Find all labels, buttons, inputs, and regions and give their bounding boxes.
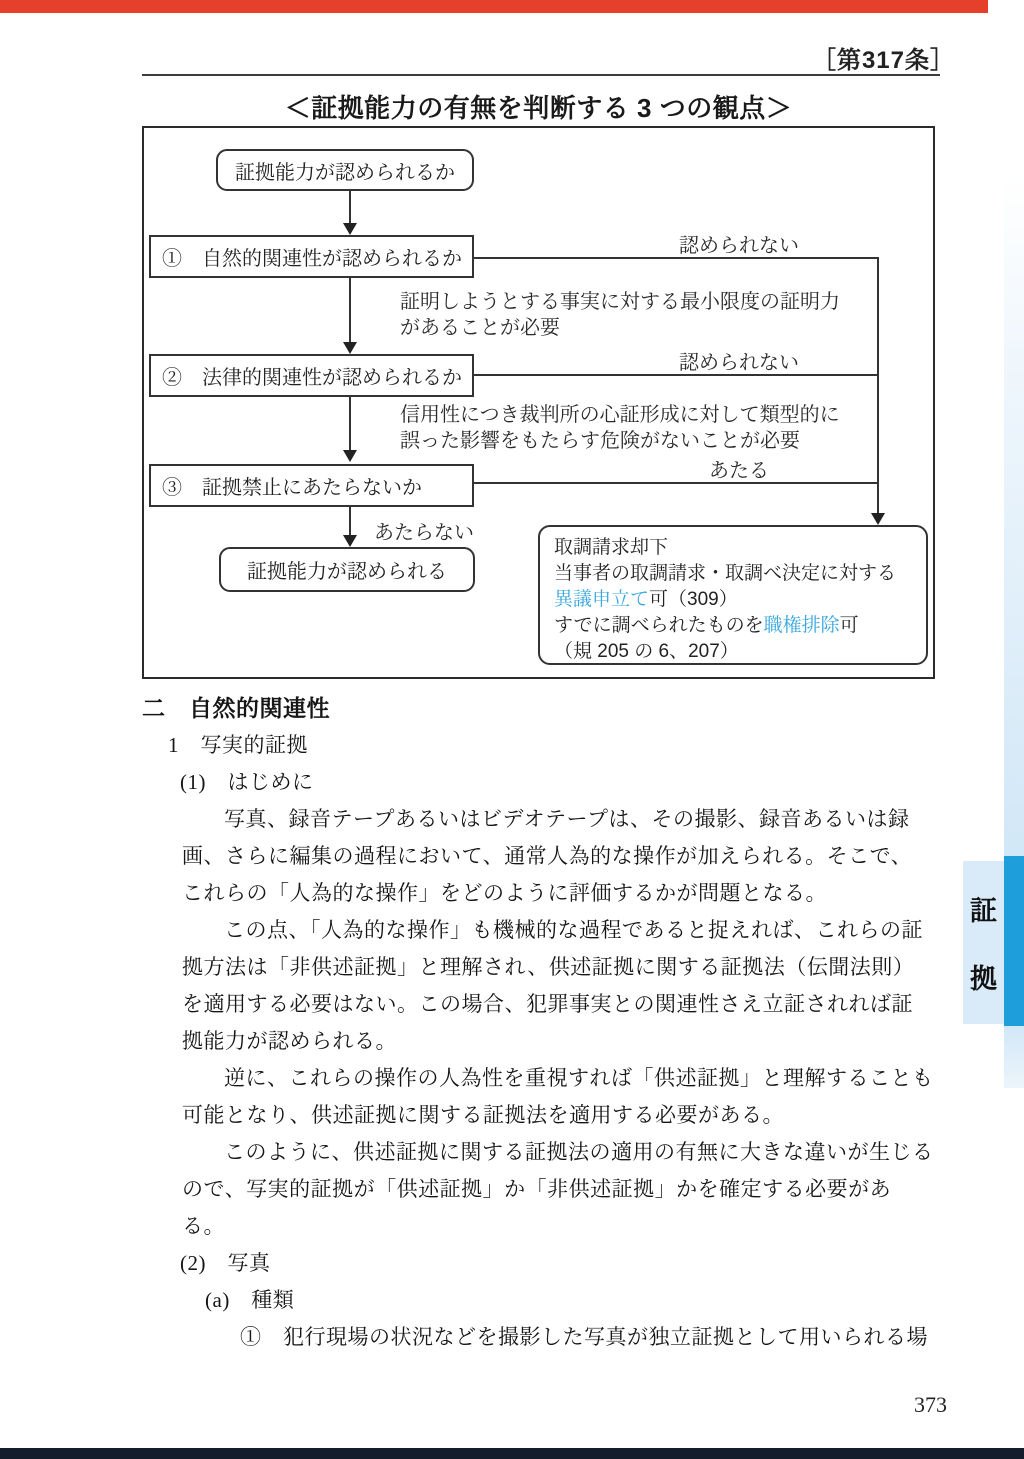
arrow-down-icon [871, 513, 885, 525]
arrow-down-icon [343, 342, 357, 354]
item-heading: (a) 種類 [205, 1288, 295, 1312]
branch-label-1: 認められない [679, 235, 799, 257]
flow-note-1 [400, 289, 840, 341]
flow-step-2-box: ② 法律的関連性が認められるか [149, 354, 474, 397]
chapter-tab [963, 861, 1004, 1024]
branch-label-3: あたる [709, 460, 769, 482]
section-heading: 二 自然的関連性 [142, 696, 330, 721]
result-line-2: 当事者の取調請求・取調べ決定に対する [554, 563, 897, 584]
paragraph-line: 可能となり、供述証拠に関する証拠法を適用する必要がある。 [182, 1103, 784, 1127]
chapter-tab-edge [1004, 856, 1024, 1026]
paragraph-line: 拠能力が認められる。 [182, 1029, 397, 1053]
result-line-4-pre: すでに調べられたものを [554, 615, 764, 636]
flow-note-2-line2: 誤った影響をもたらす危険がないことが必要 [400, 430, 800, 452]
paragraph-line: 画、さらに編集の過程において、通常人為的な操作が加えられる。そこで、 [182, 844, 913, 868]
article-reference: ［第317条］ [811, 47, 955, 74]
edge-gradient-strip [1004, 1026, 1024, 1088]
diagram-title: ＜証拠能力の有無を判断する 3 つの観点＞ [284, 93, 793, 123]
connector-line [877, 257, 879, 513]
top-red-band [0, 0, 988, 13]
item-heading: (2) 写真 [180, 1251, 271, 1275]
connector-line [349, 191, 351, 223]
paragraph-line: を適用する必要はない。この場合、犯罪事実との関連性さえ立証されれば証 [182, 992, 913, 1016]
page-number: 373 [914, 1392, 947, 1417]
chapter-tab-char: 拠 [970, 963, 997, 994]
header-rule [142, 74, 940, 76]
bottom-navy-band [0, 1448, 1024, 1459]
flow-step-3-box: ③ 証拠禁止にあたらないか [149, 464, 474, 507]
paragraph-line: この点、「人為的な操作」も機械的な過程であると捉えれば、これらの証 [224, 918, 923, 942]
flow-note-2-line1: 信用性につき裁判所の心証形成に対して類型的に [400, 404, 840, 426]
pass-label: あたらない [374, 522, 474, 544]
connector-line [349, 507, 351, 535]
result-line-4 [554, 613, 912, 639]
paragraph-line: ので、写実的証拠が「供述証拠」か「非供述証拠」かを確定する必要があ [182, 1177, 892, 1201]
arrow-down-icon [343, 450, 357, 462]
arrow-down-icon [343, 223, 357, 235]
connector-line [349, 397, 351, 450]
paragraph-line: このように、供述証拠に関する証拠法の適用の有無に大きな違いが生じる [224, 1140, 934, 1164]
result-line-3 [554, 587, 912, 613]
flow-note-1-line2: があることが必要 [400, 317, 560, 339]
branch-label-2: 認められない [679, 352, 799, 374]
flow-start-box: 証拠能力が認められるか [216, 149, 474, 191]
result-line-3-rest: 可（309） [649, 589, 738, 610]
paragraph-line: 逆に、これらの操作の人為性を重視すれば「供述証拠」と理解することも [224, 1066, 934, 1090]
evidence-flowchart [142, 126, 935, 679]
result-line-5: （規 205 の 6、207） [554, 641, 739, 662]
edge-gradient-strip [1004, 176, 1024, 856]
paragraph-line: 拠方法は「非供述証拠」と理解され、供述証拠に関する証拠法（伝聞法則） [182, 955, 915, 979]
flow-end-box: 証拠能力が認められる [219, 547, 475, 592]
chapter-tab-char: 証 [970, 896, 997, 927]
paragraph-line: ① 犯行現場の状況などを撮影した写真が独立証拠として用いられる場 [240, 1325, 928, 1349]
flow-note-2 [400, 402, 840, 454]
paragraph-line: これらの「人為的な操作」をどのように評価するかが問題となる。 [182, 881, 827, 905]
flow-step-1-box: ① 自然的関連性が認められるか [149, 235, 474, 278]
paragraph-line: る。 [182, 1214, 225, 1238]
body-text [142, 690, 948, 1356]
objection-link-text: 異議申立て [554, 589, 650, 610]
exclusion-link-text: 職権排除 [763, 615, 840, 636]
flow-note-1-line1: 証明しようとする事実に対する最小限度の証明力 [400, 291, 840, 313]
result-line-1: 取調請求却下 [554, 537, 669, 558]
rejection-result-box [538, 525, 928, 665]
connector-line [349, 278, 351, 342]
arrow-down-icon [343, 535, 357, 547]
result-line-4-rest: 可 [839, 615, 859, 636]
subsection-heading: 1 写実的証拠 [168, 733, 308, 757]
paragraph-line: 写真、録音テープあるいはビデオテープは、その撮影、録音あるいは録 [224, 807, 910, 831]
item-heading: (1) はじめに [180, 770, 314, 794]
